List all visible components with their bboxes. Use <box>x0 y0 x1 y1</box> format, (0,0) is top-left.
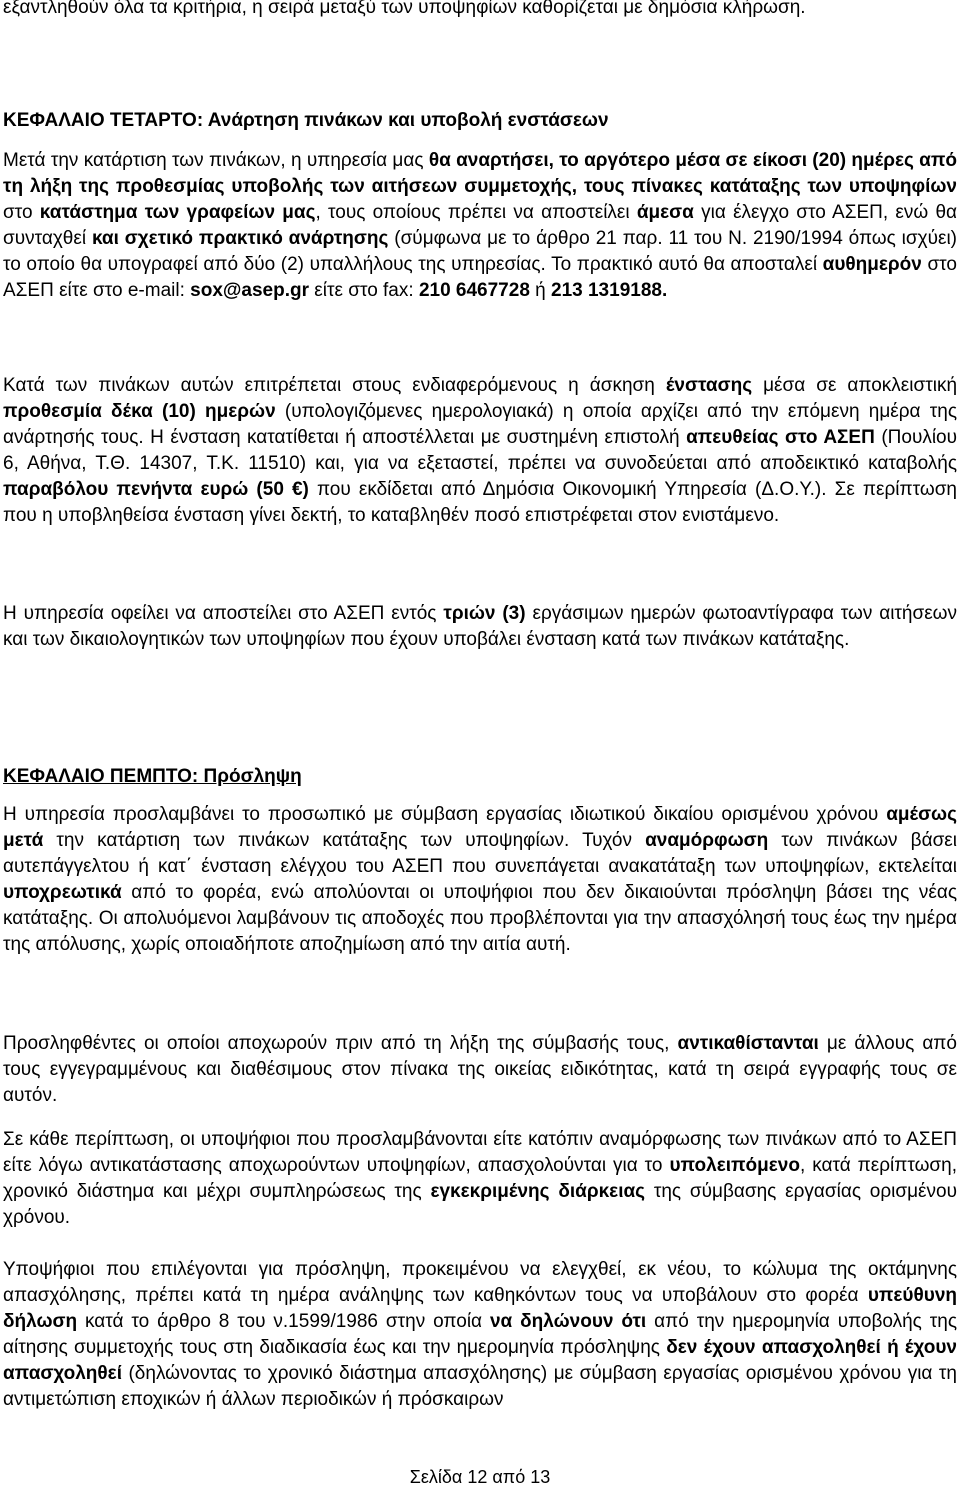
text-run: αναμόρφωση <box>645 830 769 851</box>
text-run: Υποψήφιοι που επιλέγονται για πρόσληψη, προκειμένου να ελεγχθεί, εκ νέου, το κώλυμα της οκτάμηνης απασχόλησης, πρέπει κατά τη ημέρα ανάληψης των καθηκόντων τους να υποβάλουν στο φορέα <box>3 1259 957 1306</box>
chapter5-title: ΚΕΦΑΛΑΙΟ ΠΕΜΠΤΟ: Πρόσληψη <box>3 766 302 787</box>
text-run: ημόσια Οικονομική Υπηρεσία ( <box>495 479 762 500</box>
text-run: δεν έχουν απασχοληθεί ή έχουν απασχοληθεί <box>3 1337 957 1384</box>
text-run: άμεσα <box>636 202 694 223</box>
text-run: (Πουλίου 6, Αθήνα, Τ.Θ. 14307, Τ.Κ. 11510) και, για να εξεταστεί, πρέπει να συνοδεύεται από αποδεικτικό καταβολής <box>3 427 958 474</box>
text-run: Σε κάθε περίπτωση, οι υποψήφιοι που προσλαμβάνονται είτε κατόπιν αναμόρφωσης των πινάκων από το ΑΣΕΠ είτε λόγω αντικατάστασης αποχωρούντων υποψηφίων, απασχολούνται για το <box>3 1129 957 1176</box>
text-run: (σύμφωνα με το άρθρο 21 παρ. 11 του Ν. 2190/1994 όπως ισχύει) το οποίο θα υπογραφεί από δύο (2) υπαλλήλους της υπηρεσίας. Το πρακτικό αυτό θα αποσταλεί <box>3 228 957 275</box>
text-run: των πινάκων βάσει αυτεπάγγελτου ή κατ΄ ένσταση ελέγχου του ΑΣΕΠ που συνεπάγεται ανακατάταξη των υποψηφίων, εκτελείται <box>3 830 957 877</box>
text-run: (υπολογιζόμενες ημερολογιακά) η οποία αρχίζει από την επόμενη ημέρα της ανάρτησής τους. Η ένσταση κατατίθεται ή αποστέλλεται με συστημένη επιστολή <box>3 401 958 448</box>
text-run: υπεύθυνη δήλωση <box>3 1285 957 1332</box>
text-run: της σύμβασης εργασίας ορισμένου χρόνου. <box>3 1181 957 1228</box>
text-run: τριών (3) <box>443 603 526 624</box>
text-run: κατάστημα των γραφείων μας <box>39 202 316 223</box>
chapter4-paragraph-2 <box>3 373 957 529</box>
text-run: που εκδίδεται από <box>308 479 483 500</box>
chapter4-paragraph-1 <box>3 148 957 304</box>
text-run: ή <box>529 280 552 301</box>
text-run: (δηλώνοντας το χρονικό διάστημα απασχόλησης) με σύμβαση εργασίας ορισμένου χρόνου για τη αντιμετώπιση εποχικών ή άλλων περιοδικών ή πρόσκαιρων <box>3 1363 957 1410</box>
chapter5-paragraph-3 <box>3 1127 957 1231</box>
text-run: σχετικό πρακτικό ανάρτησης <box>124 228 389 249</box>
text-run: υποχρεωτικά <box>3 882 122 903</box>
text-run: κατά το άρθρο 8 του ν.1599/1986 στην οποία <box>77 1311 490 1332</box>
text-run: από την ημερομηνία υποβολής της αίτησης συμμετοχής τους στη διαδικασία έως και την ημερομηνία πρόσληψης <box>3 1311 957 1358</box>
text-run: για έλεγχο στο ΑΣΕΠ, ενώ θα συνταχθεί <box>3 202 957 249</box>
text-run: Η υπηρεσία οφείλει να αποστείλει στο ΑΣΕΠ εντός <box>3 603 444 624</box>
text-run: ένστασης <box>665 375 753 396</box>
text-run: αμέσως μετά <box>3 804 957 851</box>
intro-tail-paragraph <box>3 0 957 21</box>
text-run: προθεσμία δέκα (10) ημερών <box>3 401 276 422</box>
text-run: στο <box>3 202 40 223</box>
text-run: , κατά περίπτωση, χρονικό διάστημα και μέχρι συμπληρώσεως της <box>3 1155 958 1202</box>
text-run: εξαντληθούν όλα τα κριτήρια, η σειρά μεταξύ των υποψηφίων καθορίζεται με δημόσια κλήρωση. <box>3 0 806 18</box>
text-run: Η υπηρεσία προσλαμβάνει το προσωπικό με σύμβαση εργασίας ιδιωτικού δικαίου ορισμένου χρόνου <box>3 804 887 825</box>
page-footer: Σελίδα 12 από 13 <box>409 1467 551 1487</box>
text-run: και <box>91 228 119 249</box>
text-run: .Ο.Υ.). Σε περίπτωση που η υποβληθείσα ένσταση γίνει δεκτή, το καταβληθέν ποσό επιστρέφεται στον ενιστάμενο. <box>3 479 957 526</box>
text-run: απευθείας στο ΑΣΕΠ <box>686 427 875 448</box>
text-run: μέσα σε αποκλειστική <box>752 375 958 396</box>
text-run: Δ <box>482 479 496 500</box>
text-run: Δ <box>761 479 775 500</box>
text-run: Μετά την κατάρτιση των πινάκων, η υπηρεσία μας <box>3 150 429 171</box>
chapter4-title: ΚΕΦΑΛΑΙΟ ΤΕΤΑΡΤΟ: Ανάρτηση πινάκων και υποβολή ενστάσεων <box>3 110 609 131</box>
text-run: να δηλώνουν ότι <box>489 1311 647 1332</box>
text-run: είτε στο fax: <box>309 280 419 301</box>
text-run: στο ΑΣΕΠ είτε στο e-mail: <box>3 254 957 301</box>
text-run: Προσληφθέντες οι οποίοι αποχωρούν πριν από τη λήξη της σύμβασής τους, <box>3 1033 678 1054</box>
chapter5-paragraph-4 <box>3 1257 957 1413</box>
text-run: από το φορέα, ενώ απολύονται οι υποψήφιοι που δεν δικαιούνται πρόσληψη βάσει της νέας κατάταξης. Οι απολυόμενοι λαμβάνουν τις αποδοχές που προβλέπονται για την απασχόλησή τους έως την ημέρα της απόλυσης, χωρίς οποιαδήποτε αποζημίωση από την αιτία αυτή. <box>3 882 957 955</box>
text-run: με άλλους από τους εγγεγραμμένους και διαθέσιμους στον πίνακα της οικείας ειδικότητας, κατά τη σειρά εγγραφής τους σε αυτόν. <box>3 1033 957 1106</box>
text-run: Κατά των πινάκων αυτών επιτρέπεται στους ενδιαφερόμενους η άσκηση <box>3 375 666 396</box>
text-run: 213 1319188. <box>551 280 668 301</box>
chapter4-paragraph-3 <box>3 601 957 653</box>
text-run: αντικαθίστανται <box>677 1033 819 1054</box>
text-run: την κατάρτιση των πινάκων κατάταξης των υποψηφίων. Τυχόν <box>43 830 646 851</box>
text-run: υπολειπόμενο <box>669 1155 800 1176</box>
chapter5-paragraph-1 <box>3 802 957 958</box>
text-run: παραβόλου πενήντα ευρώ (50 €) <box>3 479 309 500</box>
chapter5-paragraph-2 <box>3 1031 957 1109</box>
text-run: αυθημερόν <box>822 254 922 275</box>
text-run: , τους οποίους πρέπει να αποστείλει <box>315 202 637 223</box>
text-run: θα αναρτήσει, το αργότερο μέσα σε είκοσι (20) ημέρες από τη λήξη της προθεσμίας υποβολής των αιτήσεων συμμετοχής, τους πίνακες κατάταξης των υποψηφίων <box>3 150 957 197</box>
text-run: εγκεκριμένης διάρκειας <box>430 1181 646 1202</box>
text-run: εργάσιμων ημερών φωτοαντίγραφα των αιτήσεων και των δικαιολογητικών των υποψηφίων που έχουν υποβάλει ένσταση κατά των πινάκων κατάταξης. <box>3 603 958 650</box>
text-run: sox@asep.gr <box>190 280 309 301</box>
text-run: 210 6467728 <box>418 280 530 301</box>
